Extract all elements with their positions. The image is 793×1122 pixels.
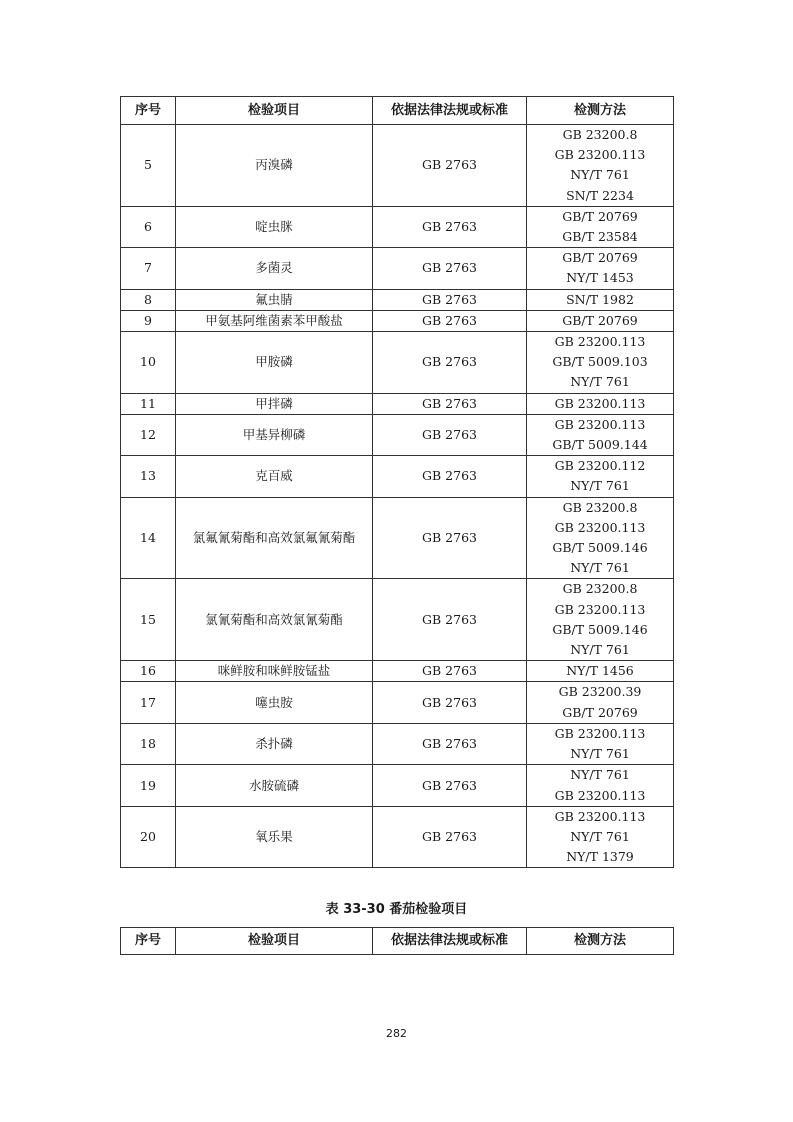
table-caption: 表 33-30 番茄检验项目: [325, 902, 468, 917]
table-row: [121, 206, 674, 247]
row-standard: GB 2763: [373, 393, 527, 414]
method-item: GB/T 5009.144: [552, 437, 648, 453]
row-item: 氟虫腈: [176, 289, 373, 310]
row-methods: [527, 765, 674, 806]
row-seq: 12: [121, 414, 176, 455]
table-row: [121, 125, 674, 207]
method-item: NY/T 761: [570, 767, 630, 783]
row-seq: 7: [121, 248, 176, 289]
row-methods: [527, 125, 674, 207]
row-item: 甲胺磷: [176, 332, 373, 394]
row-methods: [527, 497, 674, 579]
method-item: GB 23200.112: [554, 458, 646, 474]
method-item: NY/T 1456: [566, 663, 634, 679]
row-standard: GB 2763: [373, 723, 527, 764]
row-methods: [527, 206, 674, 247]
row-standard: GB 2763: [373, 414, 527, 455]
row-methods: [527, 414, 674, 455]
table-body: [121, 125, 674, 868]
method-item: NY/T 761: [570, 828, 630, 844]
row-standard: GB 2763: [373, 765, 527, 806]
row-item: 多菌灵: [176, 248, 373, 289]
method-item: NY/T 761: [570, 478, 630, 494]
table-header-row: [121, 97, 674, 125]
row-item: 甲拌磷: [176, 393, 373, 414]
row-seq: 11: [121, 393, 176, 414]
row-item: 克百威: [176, 456, 373, 497]
method-item: GB 23200.113: [554, 601, 646, 617]
method-item: NY/T 761: [570, 167, 630, 183]
row-seq: 16: [121, 661, 176, 682]
method-item: GB/T 5009.146: [552, 621, 648, 637]
row-standard: GB 2763: [373, 125, 527, 207]
method-item: GB/T 20769: [562, 208, 638, 224]
table-row: [121, 765, 674, 806]
header-standard: 依据法律法规或标准: [373, 97, 527, 125]
row-methods: [527, 289, 674, 310]
method-item: GB/T 5009.103: [552, 354, 648, 370]
row-standard: GB 2763: [373, 289, 527, 310]
table-row: [121, 248, 674, 289]
tomato-inspection-table: [120, 927, 674, 955]
row-standard: GB 2763: [373, 497, 527, 579]
row-standard: GB 2763: [373, 332, 527, 394]
row-methods: [527, 393, 674, 414]
row-seq: 20: [121, 806, 176, 868]
row-seq: 10: [121, 332, 176, 394]
method-item: GB 23200.113: [554, 416, 646, 432]
row-item: 啶虫脒: [176, 206, 373, 247]
row-seq: 17: [121, 682, 176, 723]
row-methods: [527, 661, 674, 682]
row-methods: [527, 248, 674, 289]
table-row: [121, 723, 674, 764]
method-item: NY/T 761: [570, 374, 630, 390]
row-seq: 15: [121, 579, 176, 661]
row-seq: 8: [121, 289, 176, 310]
row-item: 甲氨基阿维菌素苯甲酸盐: [176, 310, 373, 331]
method-item: GB 23200.113: [554, 787, 646, 803]
method-item: GB 23200.113: [554, 808, 646, 824]
table-row: [121, 332, 674, 394]
row-standard: GB 2763: [373, 248, 527, 289]
method-item: GB 23200.39: [558, 684, 642, 700]
method-item: GB 23200.113: [554, 334, 646, 350]
row-standard: GB 2763: [373, 806, 527, 868]
row-item: 甲基异柳磷: [176, 414, 373, 455]
header-item: 检验项目: [176, 928, 373, 955]
header-item: 检验项目: [176, 97, 373, 125]
header-seq: 序号: [121, 97, 176, 125]
method-item: GB 23200.113: [554, 725, 646, 741]
table-row: [121, 456, 674, 497]
table-row: [121, 806, 674, 868]
row-item: 杀扑磷: [176, 723, 373, 764]
row-standard: GB 2763: [373, 456, 527, 497]
table-row: [121, 310, 674, 331]
method-item: GB 23200.8: [562, 499, 638, 515]
row-standard: GB 2763: [373, 661, 527, 682]
row-seq: 5: [121, 125, 176, 207]
header-seq: 序号: [121, 928, 176, 955]
row-methods: [527, 310, 674, 331]
row-item: 噻虫胺: [176, 682, 373, 723]
method-item: GB/T 20769: [562, 312, 638, 328]
row-methods: [527, 723, 674, 764]
row-item: 丙溴磷: [176, 125, 373, 207]
table-row: [121, 414, 674, 455]
row-item: 水胺硫磷: [176, 765, 373, 806]
method-item: GB 23200.113: [554, 395, 646, 411]
row-standard: GB 2763: [373, 682, 527, 723]
row-methods: [527, 682, 674, 723]
row-standard: GB 2763: [373, 579, 527, 661]
row-methods: [527, 806, 674, 868]
page-number: 282: [386, 1027, 407, 1040]
method-item: GB 23200.113: [554, 147, 646, 163]
row-seq: 13: [121, 456, 176, 497]
method-item: GB/T 5009.146: [552, 540, 648, 556]
table-row: [121, 289, 674, 310]
method-item: GB 23200.8: [562, 127, 638, 142]
row-item: 氧乐果: [176, 806, 373, 868]
row-item: 氯氟氰菊酯和高效氯氟氰菊酯: [176, 497, 373, 579]
method-item: GB/T 23584: [562, 229, 638, 245]
method-item: SN/T 2234: [566, 187, 634, 203]
row-seq: 6: [121, 206, 176, 247]
row-seq: 18: [121, 723, 176, 764]
table-row: [121, 682, 674, 723]
method-item: GB 23200.8: [562, 581, 638, 597]
method-item: NY/T 761: [570, 746, 630, 762]
row-seq: 19: [121, 765, 176, 806]
table-row: [121, 579, 674, 661]
row-standard: GB 2763: [373, 206, 527, 247]
row-seq: 9: [121, 310, 176, 331]
row-item: 氯氰菊酯和高效氯氰菊酯: [176, 579, 373, 661]
method-item: NY/T 1379: [566, 849, 634, 865]
row-item: 咪鲜胺和咪鲜胺锰盐: [176, 661, 373, 682]
method-item: NY/T 761: [570, 642, 630, 658]
method-item: NY/T 761: [570, 560, 630, 576]
row-methods: [527, 456, 674, 497]
method-item: SN/T 1982: [566, 291, 634, 307]
row-methods: [527, 332, 674, 394]
table-row: [121, 661, 674, 682]
table-row: [121, 393, 674, 414]
header-method: 检测方法: [527, 97, 674, 125]
method-item: GB 23200.113: [554, 519, 646, 535]
method-item: GB/T 20769: [562, 704, 638, 720]
header-method: 检测方法: [527, 928, 674, 955]
row-methods: [527, 579, 674, 661]
header-standard: 依据法律法规或标准: [373, 928, 527, 955]
inspection-table: [120, 96, 674, 868]
table-header-row: [121, 928, 674, 955]
row-standard: GB 2763: [373, 310, 527, 331]
row-seq: 14: [121, 497, 176, 579]
method-item: NY/T 1453: [566, 270, 634, 286]
method-item: GB/T 20769: [562, 250, 638, 266]
table-row: [121, 497, 674, 579]
